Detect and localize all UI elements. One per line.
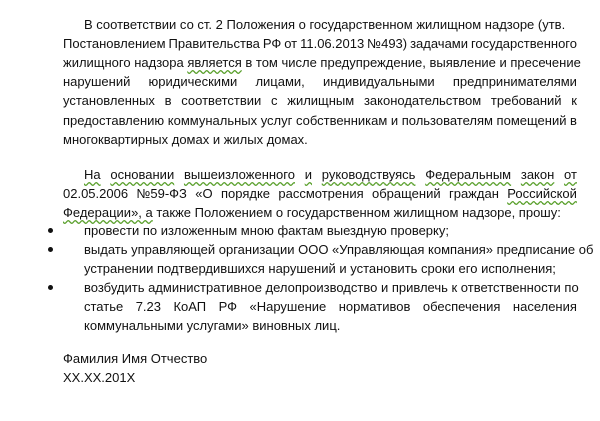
- signature-name: Фамилия Имя Отчество: [63, 351, 208, 366]
- paragraph-1-line-4: нарушений юридическими лицами, индивидуальными предпринимателями: [63, 74, 577, 89]
- paragraph-1-line-6: предоставлению коммунальных услуг собственникам и пользователям помещений в: [63, 113, 577, 128]
- request-3-line-3: коммунальными услугами» виновных лиц.: [84, 318, 341, 333]
- paragraph-2-line-3: Федерации», а также Положением о государственном жилищном надзоре, прошу:: [63, 205, 561, 220]
- request-1-line-1: провести по изложенным мною фактам выездную проверку;: [84, 223, 449, 238]
- bullet-1: [48, 228, 53, 233]
- request-3-line-2: статье 7.23 КоАП РФ «Нарушение нормативов обеспечения населения: [84, 299, 577, 314]
- request-3-line-1: возбудить административное делопроизводство и привлечь к ответственности по: [84, 280, 579, 295]
- paragraph-2-line-1: На основании вышеизложенного и руководствуясь Федеральным закон от: [84, 167, 577, 182]
- paragraph-1-line-5: установленных в соответствии с жилищным законодательством требований к: [63, 93, 577, 108]
- paragraph-1-line-2: Постановлением Правительства РФ от 11.06.2013 №493) задачами государственного: [63, 36, 577, 51]
- request-2-line-2: устранении подтвердившихся нарушений и установить сроки его исполнения;: [84, 261, 556, 276]
- paragraph-2-line-2: 02.05.2006 №59-ФЗ «О порядке рассмотрения обращений граждан Российской: [63, 186, 577, 201]
- bullet-3: [48, 285, 53, 290]
- request-2-line-1: выдать управляющей организации ООО «Управляющая компания» предписание об: [84, 242, 594, 257]
- signature-date: XX.XX.201X: [63, 370, 136, 385]
- bullet-2: [48, 247, 53, 252]
- paragraph-1-line-7: многоквартирных домах и жилых домах.: [63, 132, 308, 147]
- paragraph-1-line-3: жилищного надзора является в том числе предупреждение, выявление и пресечение: [63, 55, 581, 70]
- paragraph-1-line-1: В соответствии со ст. 2 Положения о государственном жилищном надзоре (утв.: [84, 17, 566, 32]
